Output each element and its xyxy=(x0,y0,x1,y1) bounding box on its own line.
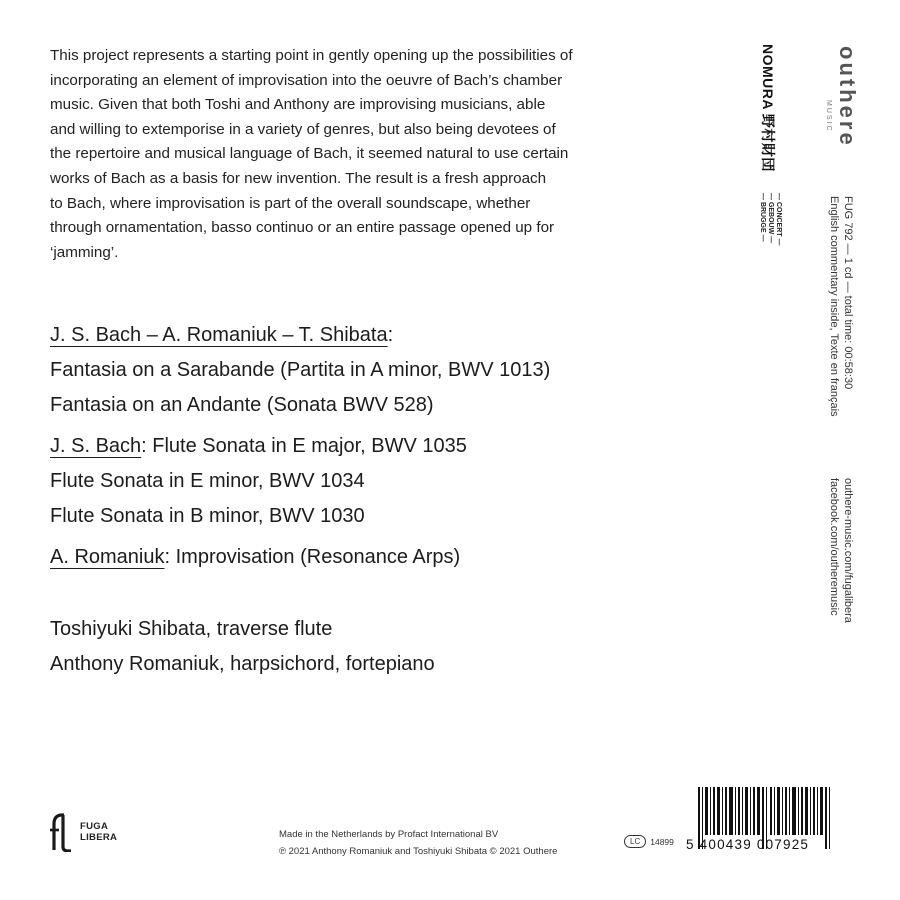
performer: Anthony Romaniuk, harpsichord, fortepiano xyxy=(50,653,435,675)
intro-line: and willing to extemporise in a variety of genres, but also being devotees of xyxy=(50,120,556,138)
composer-name: A. Romaniuk xyxy=(50,546,165,568)
label-name: FUGA LIBERA xyxy=(80,821,118,843)
concertgebouw-logo: — CONCERT — — GEBOUW — — BRUGGE — xyxy=(759,193,782,246)
facebook-link[interactable]: facebook.com/outheremusic xyxy=(828,478,840,616)
legal-notice: Made in the Netherlands by Profact International BV ℗ 2021 Anthony Romaniuk and Toshiyuki Shibata © 2021 Outhere xyxy=(279,829,558,857)
work-title: Flute Sonata in E minor, BWV 1034 xyxy=(50,470,365,492)
work-title: J. S. Bach: Flute Sonata in E major, BWV 1035 xyxy=(50,435,467,457)
composer-heading: J. S. Bach – A. Romaniuk – T. Shibata: xyxy=(50,324,394,346)
intro-line: works of Bach as a basis for new invention. The result is a fresh approach xyxy=(50,169,547,187)
work-title: Fantasia on an Andante (Sonata BWV 528) xyxy=(50,394,434,416)
label-code: LC 14899 xyxy=(624,835,674,848)
work-title: Fantasia on a Sarabande (Partita in A minor, BWV 1013) xyxy=(50,359,551,381)
intro-line: to Bach, where improvisation is part of the overall soundscape, whether xyxy=(50,194,531,212)
intro-line: the repertoire and musical language of Bach, it seemed natural to use certain xyxy=(50,145,569,163)
catalog-info: FUG 792 — 1 cd — total time: 00:58:30 English commentary inside, Texte en français xyxy=(828,196,854,417)
tracklist xyxy=(50,318,690,575)
barcode-digits: 5 400439 007925 xyxy=(686,837,810,852)
intro-line: ‘jamming’. xyxy=(50,243,119,261)
outhere-logo: outhere xyxy=(835,46,860,148)
outhere-music-label: MUSIC xyxy=(825,100,832,133)
intro-line: incorporating an element of improvisation into the oeuvre of Bach’s chamber xyxy=(50,71,563,89)
fuga-libera-mark-icon xyxy=(48,812,74,852)
performers xyxy=(50,612,435,682)
work-title: A. Romaniuk: Improvisation (Resonance Arps) xyxy=(50,546,461,568)
intro-paragraph xyxy=(50,44,620,265)
web-links xyxy=(827,478,855,623)
website-link[interactable]: outhere-music.com/fugalibera xyxy=(842,478,854,623)
intro-line: music. Given that both Toshi and Anthony are improvising musicians, able xyxy=(50,96,546,114)
performer: Toshiyuki Shibata, traverse flute xyxy=(50,618,333,640)
fuga-libera-logo xyxy=(48,812,117,852)
intro-line: through ornamentation, basso continuo or an entire passage opened up for xyxy=(50,219,555,237)
nomura-logo: NOMURA 野村財団 xyxy=(760,44,776,172)
intro-line: This project represents a starting point in gently opening up the possibilities of xyxy=(50,47,573,64)
composer-name: J. S. Bach xyxy=(50,435,142,457)
composer-names: J. S. Bach – A. Romaniuk – T. Shibata xyxy=(50,324,388,346)
lc-icon: LC xyxy=(624,835,646,848)
work-title: Flute Sonata in B minor, BWV 1030 xyxy=(50,505,365,527)
